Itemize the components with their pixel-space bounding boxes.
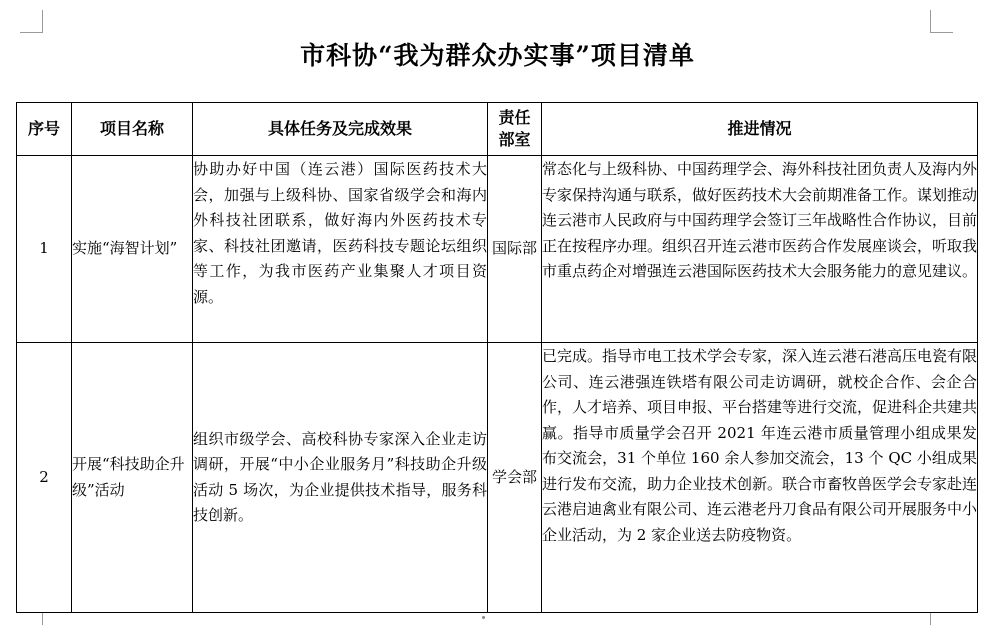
project-name: 实施“海智计划”	[72, 156, 193, 343]
responsible-dept: 国际部	[488, 156, 542, 343]
row-index: 2	[17, 343, 72, 613]
project-name: 开展“科技助企升级”活动	[72, 343, 193, 613]
responsible-dept: 学会部	[488, 343, 542, 613]
row-index: 1	[17, 156, 72, 343]
task-description: 协助办好中国（连云港）国际医药技术大会，加强与上级科协、国家省级学会和海内外科技社团联系，做好海内外医药技术专家、科技社团邀请，医药科技专题论坛组织等工作，为我市医药产业集聚人才项目资源。	[193, 156, 488, 343]
header-task: 具体任务及完成效果	[193, 103, 488, 156]
header-dept-label: 责任部室	[498, 108, 531, 149]
crop-mark-bottom-right	[930, 612, 953, 625]
header-name: 项目名称	[72, 103, 193, 156]
crop-mark-top-left	[20, 10, 43, 33]
document-title: 市科协“我为群众办实事”项目清单	[300, 41, 695, 70]
header-index: 序号	[17, 103, 72, 156]
page-marker	[482, 616, 485, 619]
progress-status: 已完成。指导市电工技术学会专家，深入连云港石港高压电瓷有限公司、连云港强连铁塔有限公司走访调研，就校企合作、会企合作，人才培养、项目申报、平台搭建等进行交流，促进科企共建共赢。指导市质量学会召开 2021 年连云港市质量管理小组成果发布交流会，31 个单位 160 余人参加交流会，13 个 QC 小组成果进行发布交流，助力企业技术创新。联合市畜牧兽医学会专家赴连云港启迪禽业有限公司、连云港老丹刀食品有限公司开展服务中小企业活动，为 2 家企业送去防疫物资。	[542, 343, 978, 613]
table-row	[17, 156, 978, 343]
header-progress: 推进情况	[542, 103, 978, 156]
table-header-row	[17, 103, 978, 156]
header-dept	[488, 103, 542, 156]
table-row	[17, 343, 978, 613]
crop-mark-top-right	[930, 10, 953, 33]
task-description: 组织市级学会、高校科协专家深入企业走访调研，开展“中小企业服务月”科技助企升级活动 5 场次，为企业提供技术指导，服务科技创新。	[193, 343, 488, 613]
project-list-table	[16, 102, 978, 613]
crop-mark-bottom-left	[20, 612, 43, 625]
progress-status: 常态化与上级科协、中国药理学会、海外科技社团负责人及海内外专家保持沟通与联系，做好医药技术大会前期准备工作。谋划推动连云港市人民政府与中国药理学会签订三年战略性合作协议，目前正在按程序办理。组织召开连云港市医药合作发展座谈会，听取我市重点药企对增强连云港国际医药技术大会服务能力的意见建议。	[542, 156, 978, 343]
